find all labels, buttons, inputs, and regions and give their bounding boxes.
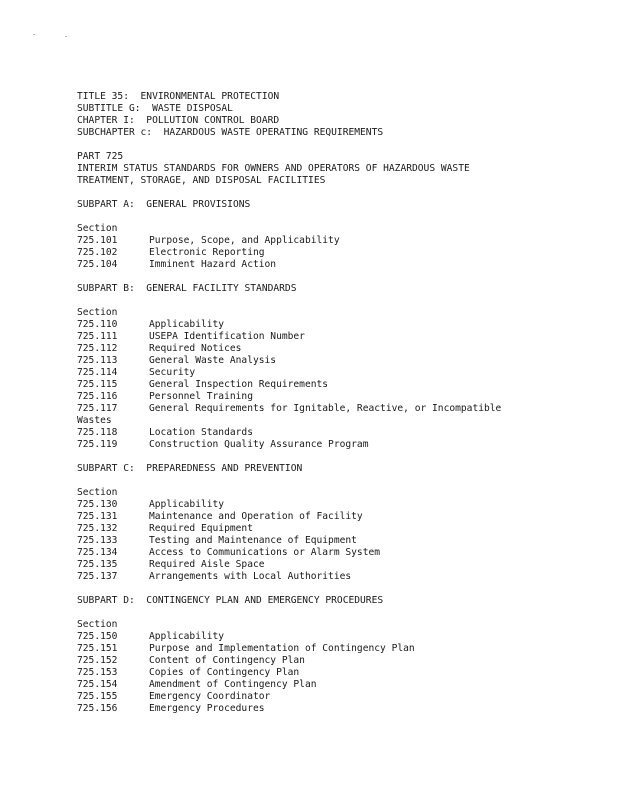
- subtitle-line: SUBTITLE G: WASTE DISPOSAL: [77, 103, 233, 114]
- section-row: [77, 319, 597, 331]
- section-number: 725.137: [77, 571, 118, 582]
- subpart-heading: SUBPART A: GENERAL PROVISIONS: [77, 199, 251, 210]
- section-number: 725.131: [77, 511, 118, 522]
- section-row: [77, 259, 597, 271]
- section-label: Section: [77, 223, 118, 234]
- section-title: Required Equipment: [149, 523, 253, 534]
- section-number: 725.112: [77, 343, 118, 354]
- section-row: [77, 631, 597, 643]
- section-title: Purpose and Implementation of Contingency Plan: [149, 643, 415, 654]
- section-number: 725.150: [77, 631, 118, 642]
- section-title: Location Standards: [149, 427, 253, 438]
- section-row: [77, 403, 597, 415]
- section-title: Maintenance and Operation of Facility: [149, 511, 363, 522]
- section-number: 725.101: [77, 235, 118, 246]
- section-row: [77, 571, 597, 583]
- section-row: [77, 535, 597, 547]
- section-title: General Inspection Requirements: [149, 379, 329, 390]
- section-title: Applicability: [149, 319, 225, 330]
- subpart-block: [77, 199, 597, 283]
- section-title: Copies of Contingency Plan: [149, 667, 300, 678]
- section-title: Required Notices: [149, 343, 242, 354]
- section-row: [77, 523, 597, 535]
- section-title: Purpose, Scope, and Applicability: [149, 235, 340, 246]
- document-page: [77, 91, 597, 715]
- section-label: Section: [77, 307, 118, 318]
- section-number: 725.133: [77, 535, 118, 546]
- section-title: Arrangements with Local Authorities: [149, 571, 352, 582]
- section-title: General Waste Analysis: [149, 355, 277, 366]
- section-row: [77, 439, 597, 451]
- section-number: 725.111: [77, 331, 118, 342]
- section-title-wrap: Wastes: [77, 415, 112, 426]
- section-number: 725.115: [77, 379, 118, 390]
- section-number: 725.153: [77, 667, 118, 678]
- section-row: [77, 391, 597, 403]
- subpart-block: [77, 463, 597, 595]
- section-row: [77, 235, 597, 247]
- chapter-line: CHAPTER I: POLLUTION CONTROL BOARD: [77, 115, 280, 126]
- section-number: 725.113: [77, 355, 118, 366]
- scan-speck: [33, 34, 35, 35]
- section-number: 725.135: [77, 559, 118, 570]
- section-title: Personnel Training: [149, 391, 253, 402]
- section-number: 725.156: [77, 703, 118, 714]
- section-title: Security: [149, 367, 196, 378]
- section-number: 725.155: [77, 691, 118, 702]
- section-title: Content of Contingency Plan: [149, 655, 305, 666]
- section-title: Required Aisle Space: [149, 559, 265, 570]
- section-number: 725.116: [77, 391, 118, 402]
- section-title: Amendment of Contingency Plan: [149, 679, 317, 690]
- section-row: [77, 559, 597, 571]
- section-row: [77, 547, 597, 559]
- section-number: 725.104: [77, 259, 118, 270]
- section-number: 725.117: [77, 403, 118, 414]
- section-row: [77, 343, 597, 355]
- part-number: PART 725: [77, 151, 124, 162]
- section-number: 725.132: [77, 523, 118, 534]
- section-title: Emergency Procedures: [149, 703, 265, 714]
- section-number: 725.102: [77, 247, 118, 258]
- table-of-contents: [77, 199, 597, 715]
- section-number: 725.151: [77, 643, 118, 654]
- section-row: [77, 667, 597, 679]
- section-number: 725.114: [77, 367, 118, 378]
- section-number: 725.118: [77, 427, 118, 438]
- section-number: 725.130: [77, 499, 118, 510]
- part-title-line-2: TREATMENT, STORAGE, AND DISPOSAL FACILITIES: [77, 175, 326, 186]
- section-number: 725.119: [77, 439, 118, 450]
- section-row: [77, 427, 597, 439]
- section-title: Access to Communications or Alarm System: [149, 547, 381, 558]
- section-title: Testing and Maintenance of Equipment: [149, 535, 357, 546]
- section-row: [77, 355, 597, 367]
- subpart-block: [77, 283, 597, 463]
- section-row: [77, 691, 597, 703]
- section-row: [77, 643, 597, 655]
- subpart-heading: SUBPART C: PREPAREDNESS AND PREVENTION: [77, 463, 303, 474]
- section-title: General Requirements for Ignitable, Reactive, or Incompatible: [149, 403, 502, 414]
- scan-speck: [65, 36, 67, 37]
- subpart-block: [77, 595, 597, 715]
- section-label: Section: [77, 487, 118, 498]
- section-title: USEPA Identification Number: [149, 331, 305, 342]
- section-number: 725.152: [77, 655, 118, 666]
- section-title: Electronic Reporting: [149, 247, 265, 258]
- section-number: 725.154: [77, 679, 118, 690]
- subpart-heading: SUBPART D: CONTINGENCY PLAN AND EMERGENCY PROCEDURES: [77, 595, 384, 606]
- subpart-heading: SUBPART B: GENERAL FACILITY STANDARDS: [77, 283, 297, 294]
- section-title: Emergency Coordinator: [149, 691, 271, 702]
- section-row: [77, 679, 597, 691]
- title-line: TITLE 35: ENVIRONMENTAL PROTECTION: [77, 91, 280, 102]
- part-title-line-1: INTERIM STATUS STANDARDS FOR OWNERS AND OPERATORS OF HAZARDOUS WASTE: [77, 163, 470, 174]
- section-row: [77, 499, 597, 511]
- section-row: [77, 367, 597, 379]
- section-title: Applicability: [149, 499, 225, 510]
- section-row: [77, 511, 597, 523]
- section-title: Imminent Hazard Action: [149, 259, 277, 270]
- section-row: [77, 655, 597, 667]
- section-row: [77, 379, 597, 391]
- section-title: Construction Quality Assurance Program: [149, 439, 369, 450]
- section-number: 725.110: [77, 319, 118, 330]
- section-number: 725.134: [77, 547, 118, 558]
- section-row: [77, 331, 597, 343]
- section-title: Applicability: [149, 631, 225, 642]
- section-row: [77, 703, 597, 715]
- section-label: Section: [77, 619, 118, 630]
- section-row: [77, 247, 597, 259]
- subchapter-line: SUBCHAPTER c: HAZARDOUS WASTE OPERATING REQUIREMENTS: [77, 127, 384, 138]
